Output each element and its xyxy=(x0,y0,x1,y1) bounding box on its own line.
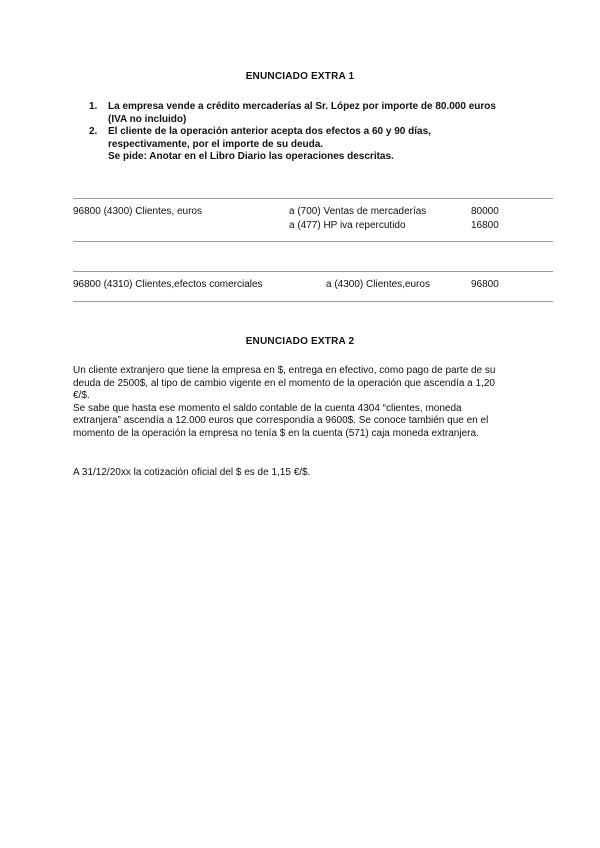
journal-rule xyxy=(73,271,553,272)
journal-debit-entry-1: 96800 (4300) Clientes, euros xyxy=(73,206,202,217)
list-item-line: respectivamente, por el importe de su deuda. xyxy=(108,138,324,150)
paragraph-line: €/$. xyxy=(73,390,90,401)
list-item-1 xyxy=(89,101,549,126)
paragraph-line: Un cliente extranjero que tiene la empresa en $, entrega en efectivo, como pago de parte de su xyxy=(73,365,496,376)
paragraph-line: deuda de 2500$, al tipo de cambio vigente en el momento de la operación que ascendía a 1,20 xyxy=(73,377,495,389)
journal-credit-account: a (4300) Clientes,euros xyxy=(326,279,430,290)
journal-rule xyxy=(73,198,553,199)
journal-credit-account: a (700) Ventas de mercaderías xyxy=(289,206,427,217)
paragraph-line: Se sabe que hasta ese momento el saldo contable de la cuenta 4304 “clientes, moneda xyxy=(73,402,462,414)
section-title-extra-1: ENUNCIADO EXTRA 1 xyxy=(245,71,355,82)
journal-credit-amount: 96800 xyxy=(471,279,499,290)
list-item-line: (IVA no incluido) xyxy=(108,113,187,125)
list-item-line: Se pide: Anotar en el Libro Diario las operaciones descritas. xyxy=(108,151,394,162)
journal-rule xyxy=(73,301,553,302)
exercise-note xyxy=(73,467,553,480)
list-number: 1. xyxy=(89,101,98,112)
exercise-paragraph xyxy=(73,365,553,440)
list-number: 2. xyxy=(89,126,98,137)
journal-credit-account: a (477) HP iva repercutido xyxy=(289,220,406,231)
list-item-2 xyxy=(89,126,549,164)
journal-credit-amount: 16800 xyxy=(471,220,499,231)
list-item-line: El cliente de la operación anterior acepta dos efectos a 60 y 90 días, xyxy=(108,126,431,137)
paragraph-line: extranjera” ascendía a 12.000 euros que correspondía a 9600$. Se conoce también que en el xyxy=(73,415,489,426)
numbered-list xyxy=(89,101,549,164)
journal-rule xyxy=(73,241,553,242)
paragraph-line: momento de la operación la empresa no tenía $ en la cuenta (571) caja moneda extranjera. xyxy=(73,427,479,439)
journal-debit-entry-2: 96800 (4310) Clientes,efectos comerciales xyxy=(73,279,263,290)
paragraph-line: A 31/12/20xx la cotización oficial del $ es de 1,15 €/$. xyxy=(73,467,311,478)
list-item-line: La empresa vende a crédito mercaderías al Sr. López por importe de 80.000 euros xyxy=(108,101,496,112)
section-title-extra-2: ENUNCIADO EXTRA 2 xyxy=(245,336,355,347)
journal-credit-amount: 80000 xyxy=(471,206,499,217)
